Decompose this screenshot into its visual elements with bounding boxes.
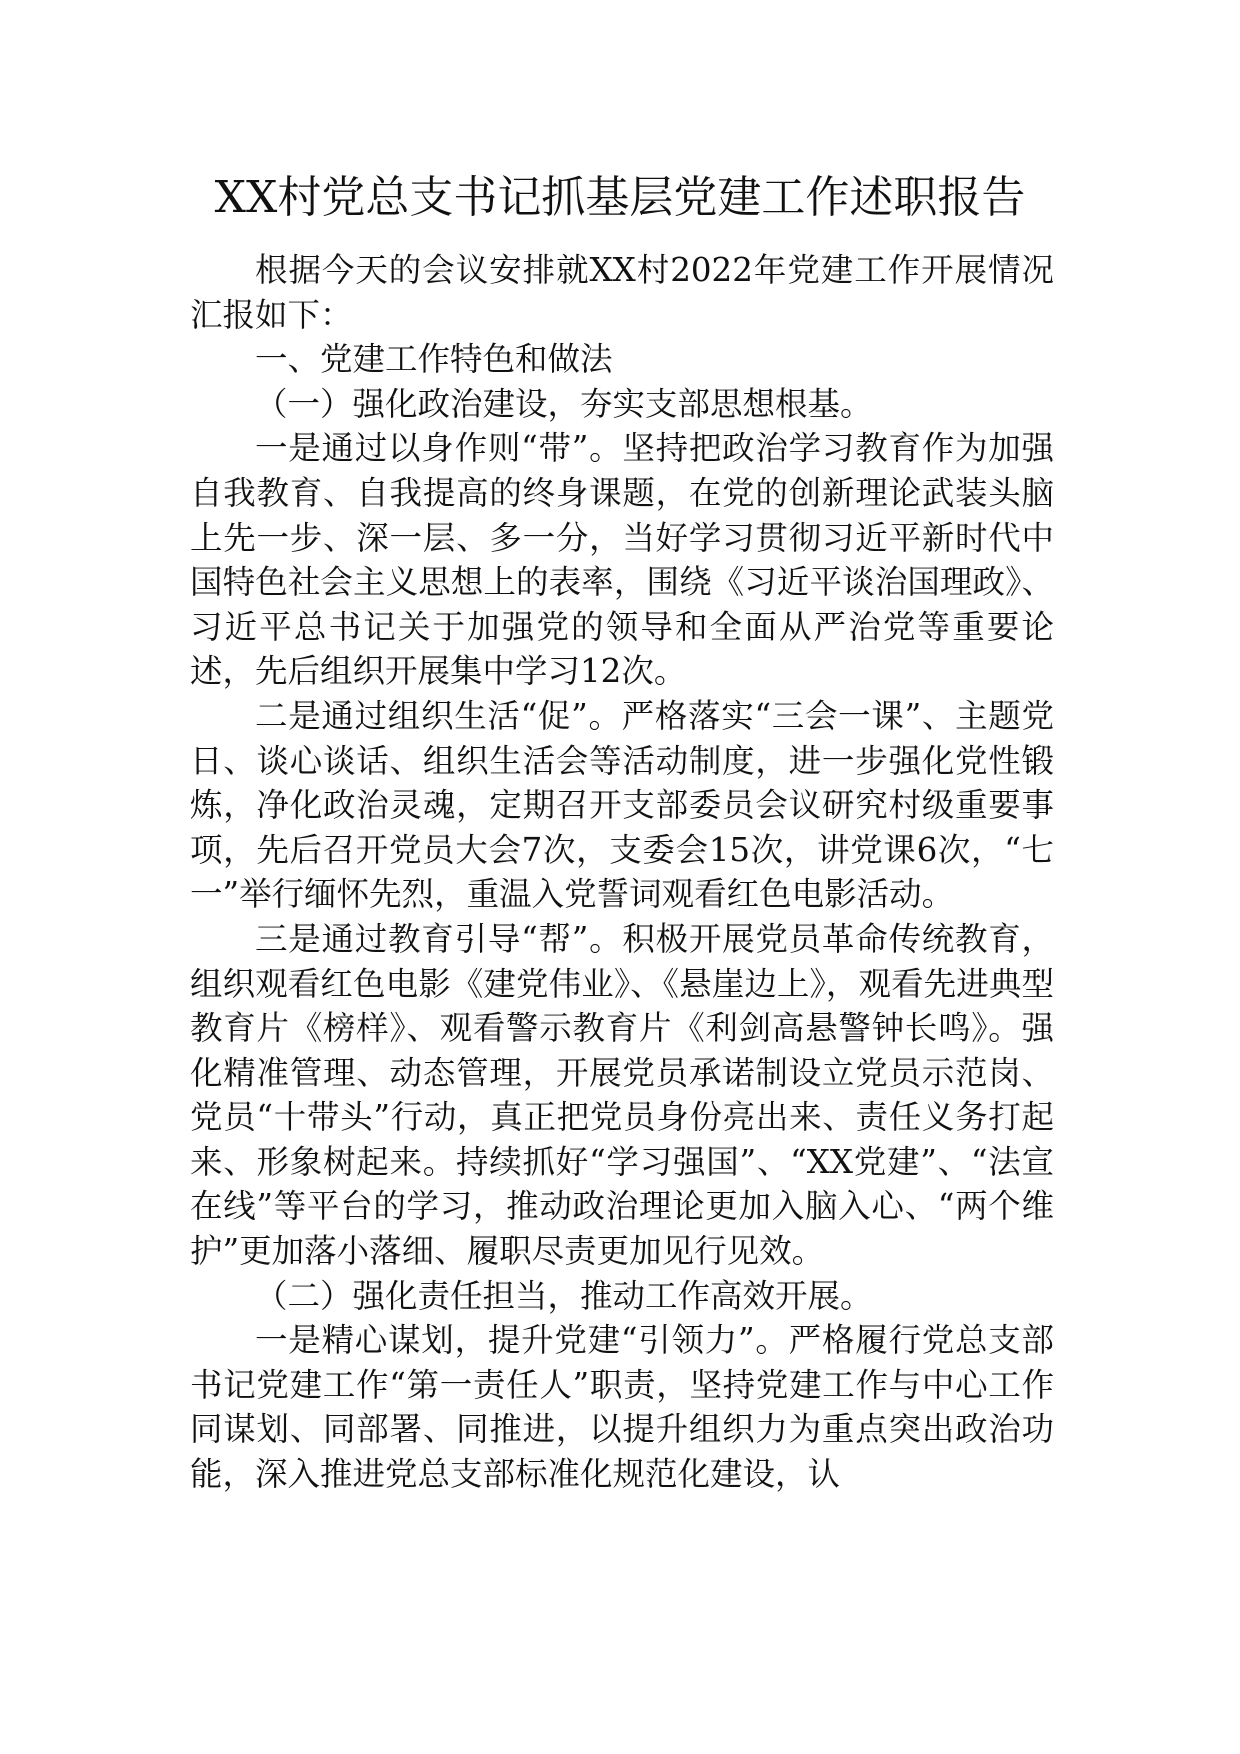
subheading-1: （一）强化政治建设，夯实支部思想根基。 [255,384,873,423]
heading-section-1: 一、党建工作特色和做法 [255,340,613,379]
paragraph-careful-planning: 一是精心谋划，提升党建“引领力”。严格履行党总支部书记党建工作“第一责任人”职责，坚持党建工作与中心工作同谋划、同部署、同推进，以提升组织力为重点突出政治功能，深入推进党总支部标准化规范化建设，认 [190,1321,1054,1494]
document-title: XX村党总支书记抓基层党建工作述职报告 [214,172,1026,223]
subheading-2: （二）强化责任担当，推动工作高效开展。 [255,1276,873,1315]
paragraph-intro: 根据今天的会议安排就XX村2022年党建工作开展情况汇报如下： [190,251,1054,334]
document-body [190,248,1054,1497]
paragraph-lead-by-example: 一是通过以身作则“带”。坚持把政治学习教育作为加强自我教育、自我提高的终身课题，在党的创新理论武装头脑上先一步、深一层、多一分，当好学习贯彻习近平新时代中国特色社会主义思想上的表率，围绕《习近平谈治国理政》、习近平总书记关于加强党的领导和全面从严治党等重要论述，先后组织开展集中学习12次。 [190,429,1054,691]
paragraph-organizational-life: 二是通过组织生活“促”。严格落实“三会一课”、主题党日、谈心谈话、组织生活会等活动制度，进一步强化党性锻炼，净化政治灵魂，定期召开支部委员会议研究村级重要事项，先后召开党员大会7次，支委会15次，讲党课6次，“七一”举行缅怀先烈，重温入党誓词观看红色电影活动。 [190,696,1054,914]
paragraph-education-guidance: 三是通过教育引导“帮”。积极开展党员革命传统教育，组织观看红色电影《建党伟业》、《悬崖边上》，观看先进典型教育片《榜样》、观看警示教育片《利剑高悬警钟长鸣》。强化精准管理、动态管理，开展党员承诺制设立党员示范岗、党员“十带头”行动，真正把党员身份亮出来、责任义务打起来、形象树起来。持续抓好“学习强国”、“XX党建”、“法宣在线”等平台的学习，推动政治理论更加入脑入心、“两个维护”更加落小落细、履职尽责更加见行见效。 [190,919,1054,1271]
